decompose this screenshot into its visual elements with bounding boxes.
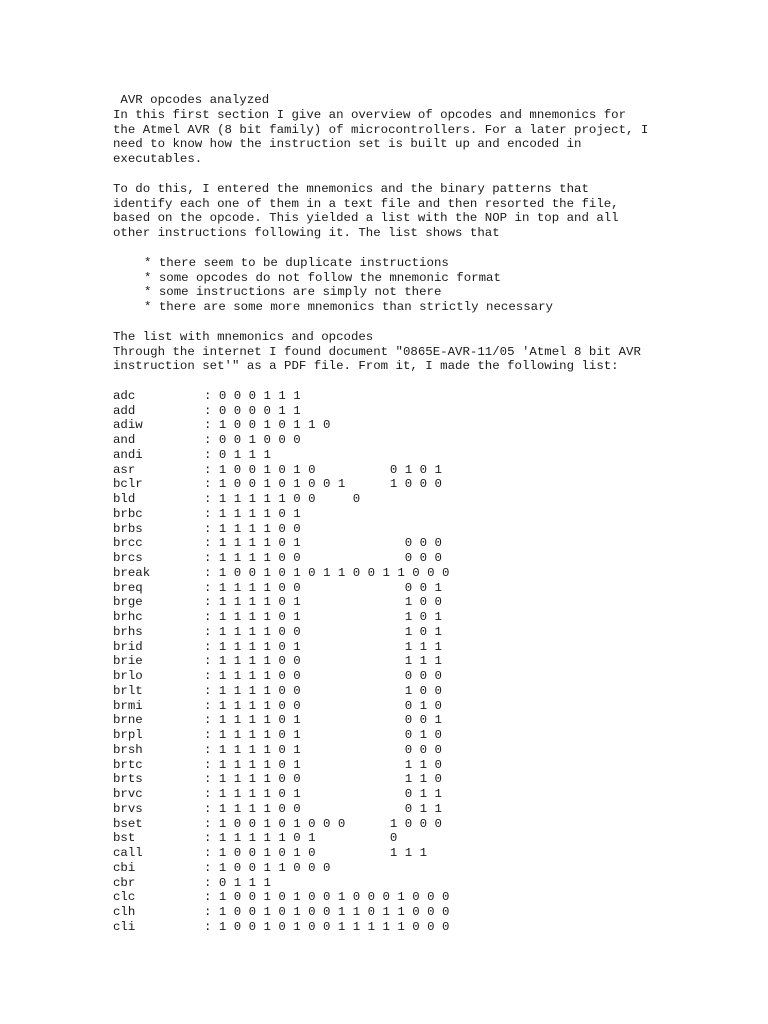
opcode-row [113, 713, 733, 728]
opcode-row [113, 802, 733, 817]
opcode-mnemonic: break [113, 565, 151, 580]
opcode-bits: : 1 0 0 1 0 1 0 1 1 0 0 1 1 0 0 0 [204, 565, 450, 580]
opcode-row [113, 787, 733, 802]
opcode-row [113, 625, 733, 640]
spacer [113, 167, 733, 182]
opcode-bits: : 0 1 1 1 [204, 875, 271, 890]
opcode-row [113, 418, 733, 433]
opcode-row [113, 433, 733, 448]
opcode-row [113, 551, 733, 566]
opcode-row [113, 920, 733, 935]
opcode-bits: : 1 1 1 1 0 1 0 0 0 [204, 742, 442, 757]
opcode-mnemonic: brie [113, 654, 143, 669]
opcode-bits: : 1 1 1 1 0 1 0 1 0 [204, 728, 442, 743]
opcode-row [113, 861, 733, 876]
opcode-mnemonic: brmi [113, 698, 143, 713]
list-heading: The list with mnemonics and opcodes [113, 329, 374, 344]
opcode-bits: : 1 1 1 1 0 1 0 1 1 [204, 787, 442, 802]
opcode-bits: : 0 0 0 1 1 1 [204, 388, 301, 403]
opcode-mnemonic: brlo [113, 669, 143, 684]
document-title: AVR opcodes analyzed [113, 93, 270, 107]
source-line: Through the internet I found document "0865E-AVR-11/05 'Atmel 8 bit AVR [113, 344, 641, 359]
opcode-bits: : 0 0 0 0 1 1 [204, 403, 301, 418]
intro-line: executables. [113, 152, 203, 167]
opcode-bits: : 1 0 0 1 0 1 1 0 [204, 418, 331, 433]
intro-line: the Atmel AVR (8 bit family) of microcontrollers. For a later project, I [113, 122, 649, 137]
spacer [113, 315, 733, 330]
opcode-bits: : 1 1 1 1 0 0 [204, 521, 301, 536]
opcode-row [113, 610, 733, 625]
opcode-mnemonic: brge [113, 595, 143, 610]
opcode-mnemonic: cbr [113, 875, 136, 890]
opcode-row [113, 492, 733, 507]
opcode-mnemonic: bld [113, 492, 136, 507]
opcode-mnemonic: brid [113, 639, 143, 654]
opcode-bits: : 1 1 1 1 0 1 1 1 1 [204, 639, 442, 654]
method-line: To do this, I entered the mnemonics and the binary patterns that [113, 181, 589, 196]
opcode-row [113, 463, 733, 478]
opcode-row [113, 522, 733, 537]
opcode-row [113, 905, 733, 920]
opcode-mnemonic: brtc [113, 757, 143, 772]
opcode-mnemonic: add [113, 403, 136, 418]
opcode-row [113, 817, 733, 832]
opcode-row [113, 448, 733, 463]
opcode-mnemonic: call [113, 846, 143, 861]
intro-line: In this first section I give an overview of opcodes and mnemonics for [113, 107, 627, 122]
opcode-mnemonic: brne [113, 713, 143, 728]
method-line: identify each one of them in a text file and then resorted the file, [113, 196, 619, 211]
opcode-bits: : 1 0 0 1 0 1 0 0 1 0 0 0 1 0 0 0 [204, 890, 450, 905]
opcode-bits: : 1 0 0 1 1 0 0 0 [204, 860, 331, 875]
opcode-bits: : 1 1 1 1 0 0 0 1 0 [204, 698, 442, 713]
opcode-mnemonic: clc [113, 890, 136, 905]
opcode-row [113, 404, 733, 419]
opcode-mnemonic: brpl [113, 728, 143, 743]
opcode-bits: : 1 0 0 1 0 1 0 0 1 1 0 0 0 [204, 477, 442, 492]
opcode-mnemonic: clh [113, 905, 136, 920]
opcode-row [113, 669, 733, 684]
opcode-mnemonic: adiw [113, 418, 143, 433]
opcode-bits: : 1 1 1 1 0 1 1 0 1 [204, 610, 442, 625]
source-line: instruction set'" as a PDF file. From it, I made the following list: [113, 359, 619, 374]
spacer [113, 241, 733, 256]
opcode-row [113, 595, 733, 610]
opcode-bits: : 1 1 1 1 0 0 0 0 0 [204, 551, 442, 566]
opcode-bits: : 1 1 1 1 0 1 0 0 0 [204, 536, 442, 551]
spacer [113, 374, 733, 389]
opcode-bits: : 1 1 1 1 0 0 1 0 1 [204, 624, 442, 639]
opcode-mnemonic: brsh [113, 742, 143, 757]
opcode-bits: : 1 0 0 1 0 1 0 0 1 0 1 [204, 462, 442, 477]
opcode-bits: : 0 1 1 1 [204, 447, 271, 462]
opcode-mnemonic: breq [113, 580, 143, 595]
opcode-mnemonic: brvc [113, 787, 143, 802]
findings-list [113, 256, 733, 315]
opcode-row [113, 890, 733, 905]
intro-line: need to know how the instruction set is built up and encoded in [113, 137, 582, 152]
opcode-mnemonic: brhc [113, 610, 143, 625]
opcode-bits: : 0 0 1 0 0 0 [204, 433, 301, 448]
finding-item: * some opcodes do not follow the mnemonic format [144, 270, 501, 285]
finding-item: * there seem to be duplicate instructions [144, 255, 449, 270]
opcode-bits: : 1 1 1 1 0 0 0 0 0 [204, 669, 442, 684]
opcode-mnemonic: cbi [113, 860, 136, 875]
opcode-row [113, 389, 733, 404]
opcode-bits: : 1 1 1 1 0 0 1 1 0 [204, 772, 442, 787]
opcode-bits: : 1 0 0 1 0 1 0 0 0 1 0 0 0 [204, 816, 442, 831]
opcode-mnemonic: asr [113, 462, 136, 477]
opcode-row [113, 566, 733, 581]
opcode-row [113, 640, 733, 655]
opcode-mnemonic: adc [113, 388, 136, 403]
opcode-mnemonic: brlt [113, 683, 143, 698]
source-paragraph [113, 345, 733, 375]
method-paragraph [113, 182, 733, 241]
opcode-bits: : 1 1 1 1 0 1 0 0 1 [204, 713, 442, 728]
opcode-bits: : 1 0 0 1 0 1 0 0 1 1 1 1 1 0 0 0 [204, 919, 450, 934]
document-page [113, 93, 733, 935]
intro-paragraph [113, 108, 733, 167]
opcode-bits: : 1 1 1 1 0 0 1 0 0 [204, 683, 442, 698]
opcode-row [113, 536, 733, 551]
opcode-bits: : 1 1 1 1 0 1 1 1 0 [204, 757, 442, 772]
opcode-bits: : 1 0 0 1 0 1 0 1 1 1 [204, 846, 428, 861]
method-line: based on the opcode. This yielded a list with the NOP in top and all [113, 211, 619, 226]
opcode-row [113, 507, 733, 522]
opcode-row [113, 876, 733, 891]
method-line: other instructions following it. The list shows that [113, 226, 500, 241]
opcode-row [113, 831, 733, 846]
opcode-bits: : 1 1 1 1 1 0 1 0 [204, 831, 398, 846]
opcode-mnemonic: brvs [113, 801, 143, 816]
opcode-bits: : 1 1 1 1 0 1 1 0 0 [204, 595, 442, 610]
opcode-row [113, 846, 733, 861]
opcode-mnemonic: andi [113, 447, 143, 462]
opcode-mnemonic: bst [113, 831, 136, 846]
opcode-mnemonic: cli [113, 919, 136, 934]
opcode-row [113, 772, 733, 787]
opcode-bits: : 1 1 1 1 1 0 0 0 [204, 492, 361, 507]
opcode-row [113, 684, 733, 699]
opcode-row [113, 699, 733, 714]
opcode-row [113, 581, 733, 596]
finding-item: * there are some more mnemonics than strictly necessary [144, 300, 553, 315]
opcode-mnemonic: bclr [113, 477, 143, 492]
opcode-mnemonic: and [113, 433, 136, 448]
opcode-table [113, 389, 733, 935]
opcode-bits: : 1 1 1 1 0 0 1 1 1 [204, 654, 442, 669]
opcode-mnemonic: bset [113, 816, 143, 831]
opcode-mnemonic: brts [113, 772, 143, 787]
opcode-mnemonic: brbs [113, 521, 143, 536]
opcode-row [113, 743, 733, 758]
opcode-bits: : 1 1 1 1 0 0 0 1 1 [204, 801, 442, 816]
opcode-bits: : 1 0 0 1 0 1 0 0 1 1 0 1 1 0 0 0 [204, 905, 450, 920]
opcode-row [113, 728, 733, 743]
opcode-mnemonic: brcs [113, 551, 143, 566]
opcode-mnemonic: brbc [113, 506, 143, 521]
opcode-bits: : 1 1 1 1 0 1 [204, 506, 301, 521]
finding-item: * some instructions are simply not there [144, 285, 442, 300]
opcode-mnemonic: brcc [113, 536, 143, 551]
opcode-row [113, 654, 733, 669]
opcode-row [113, 477, 733, 492]
opcode-mnemonic: brhs [113, 624, 143, 639]
opcode-row [113, 758, 733, 773]
opcode-bits: : 1 1 1 1 0 0 0 0 1 [204, 580, 442, 595]
